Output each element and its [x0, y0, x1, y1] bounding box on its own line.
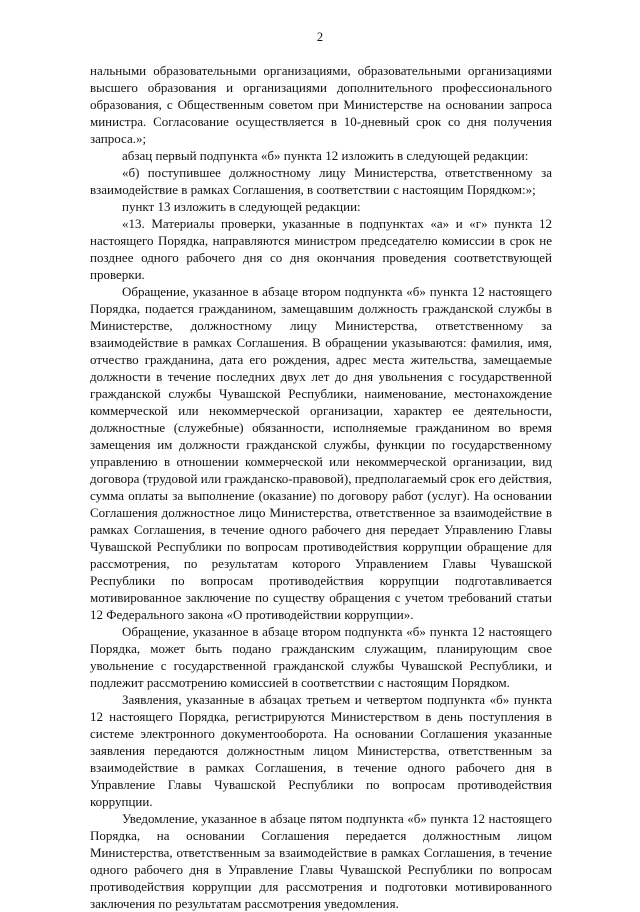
- paragraph: Уведомление, указанное в абзаце пятом подпункта «б» пункта 12 настоящего Порядка, на основании Соглашения передается должностным лицом Министерства, ответственным за взаимодействие в рамках Соглашения, в течение одного рабочего дня в Управление Главы Чувашской Республики по вопросам противодействия коррупции для рассмотрения и подготовки мотивированного заключения по результатам рассмотрения уведомления.: [90, 811, 552, 911]
- paragraph: Заявления, указанные в абзацах третьем и четвертом подпункта «б» пункта 12 настоящего Порядка, регистрируются Министерством в день поступления в системе электронного документооборота. На основании Соглашения указанные заявления передаются должностным лицом Министерства, ответственным за взаимодействие в рамках Соглашения, в течение одного рабочего дня в Управление Главы Чувашской Республики по вопросам противодействия коррупции.: [90, 692, 552, 809]
- page-number: 2: [316, 30, 324, 44]
- document-body: [90, 62, 552, 912]
- paragraph: «13. Материалы проверки, указанные в подпунктах «а» и «г» пункта 12 настоящего Порядка, направляются министром председателю комиссии в срок не позднее одного рабочего дня со дня окончания проведения соответствующей проверки.: [90, 216, 552, 282]
- paragraph-continuation: нальными образовательными организациями, образовательными организациями высшего образования и организациями дополнительного профессионального образования, с Общественным советом при Министерстве на основании запроса министра. Согласование осуществляется в 10-дневный срок со дня получения запроса.»;: [90, 63, 552, 146]
- paragraph: абзац первый подпункта «б» пункта 12 изложить в следующей редакции:: [122, 148, 529, 163]
- paragraph: Обращение, указанное в абзаце втором подпункта «б» пункта 12 настоящего Порядка, подается гражданином, замещавшим должность гражданской службы в Министерстве, должностному лицу Министерства, ответственному за взаимодействие в рамках Соглашения. В обращении указываются: фамилия, имя, отчество гражданина, дата его рождения, адрес места жительства, замещаемые должности в течение последних двух лет до дня увольнения с государственной гражданской службы Чувашской Республики, наименование, местонахождение коммерческой или некоммерческой организации, характер ее деятельности, должностные (служебные) обязанности, исполняемые гражданином во время замещения им должности гражданской службы, функции по государственному управлению в отношении коммерческой или некоммерческой организации, вид договора (трудовой или гражданско-правовой), предполагаемый срок его действия, сумма оплаты за выполнение (оказание) по договору работ (услуг). На основании Соглашения должностное лицо Министерства, ответственное за взаимодействие в рамках Соглашения, в течение одного рабочего дня передает Управлению Главы Чувашской Республики по вопросам противодействия коррупции обращение для рассмотрения, по результатам которого Управлением Главы Чувашской Республики по вопросам противодействия коррупции подготавливается мотивированное заключение по существу обращения с учетом требований статьи 12 Федерального закона «О противодействии коррупции».: [90, 284, 552, 622]
- paragraph: пункт 13 изложить в следующей редакции:: [122, 199, 361, 214]
- paragraph: Обращение, указанное в абзаце втором подпункта «б» пункта 12 настоящего Порядка, может быть подано гражданским служащим, планирующим свое увольнение с государственной гражданской службы Чувашской Республики, и подлежит рассмотрению комиссией в соответствии с настоящим Порядком.: [90, 624, 552, 690]
- paragraph: «б) поступившее должностному лицу Министерства, ответственному за взаимодействие в рамках Соглашения, в соответствии с настоящим Порядком:»;: [90, 165, 552, 197]
